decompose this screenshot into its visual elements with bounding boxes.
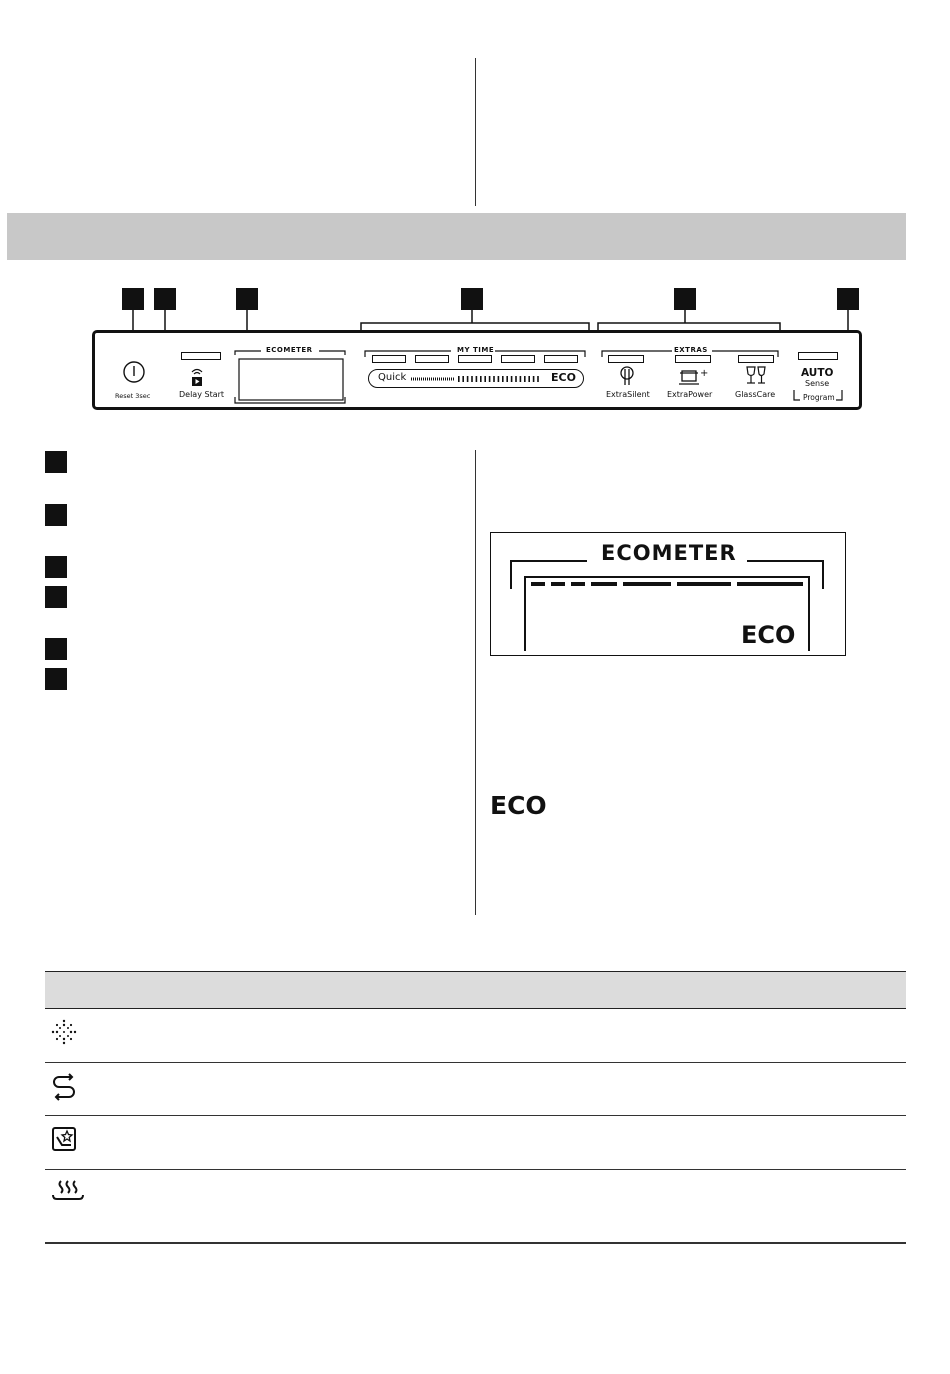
item-square-1 — [45, 451, 67, 473]
ecometer-panel-label: ECOMETER — [266, 346, 313, 354]
item-square-4 — [45, 586, 67, 608]
drying-heat-icon — [50, 1178, 86, 1206]
table-bottom-border — [45, 1242, 906, 1244]
glasscare-label: GlassCare — [735, 390, 776, 399]
extrasilent-label: ExtraSilent — [606, 390, 650, 399]
table-row-divider-2 — [45, 1115, 906, 1116]
extrapower-led — [675, 355, 711, 363]
extrapower-button[interactable] — [679, 366, 707, 386]
power-button[interactable] — [122, 360, 146, 384]
door-open-icon — [50, 1125, 78, 1153]
extrapower-label: ExtraPower — [667, 390, 713, 399]
glasscare-button[interactable] — [745, 366, 767, 386]
auto-sense-led — [798, 352, 838, 360]
cycle-arrows-icon — [50, 1072, 78, 1100]
mytime-slider[interactable] — [368, 369, 584, 388]
mytime-led-2 — [415, 355, 449, 363]
glasscare-led — [738, 355, 774, 363]
item-square-6 — [45, 668, 67, 690]
ecometer-display-title: ECOMETER — [601, 541, 737, 565]
mytime-led-4 — [501, 355, 535, 363]
time-scale-ticks — [411, 375, 541, 383]
ecometer-frame — [233, 345, 351, 407]
mytime-led-1 — [372, 355, 406, 363]
delay-start-button[interactable] — [190, 367, 204, 387]
eco-slider-label: ECO — [551, 371, 576, 384]
mytime-label: MY TIME — [457, 346, 495, 354]
extrasilent-led — [608, 355, 644, 363]
reset-label: Reset 3sec — [115, 392, 151, 400]
delay-start-led — [181, 352, 221, 360]
item-square-5 — [45, 638, 67, 660]
item-square-3 — [45, 556, 67, 578]
item-square-2 — [45, 504, 67, 526]
extrasilent-button[interactable] — [618, 366, 636, 386]
column-divider-bottom — [475, 450, 476, 915]
program-label: Program — [803, 393, 835, 402]
extras-label: EXTRAS — [674, 346, 708, 354]
delay-start-label: Delay Start — [179, 390, 225, 399]
quick-label: Quick — [378, 372, 407, 383]
control-panel — [92, 330, 862, 410]
sense-label: Sense — [805, 379, 830, 388]
table-header — [45, 971, 906, 1009]
table-row-divider-3 — [45, 1169, 906, 1170]
ecometer-display — [490, 532, 846, 656]
eco-symbol: ECO — [490, 791, 547, 820]
mytime-led-3 — [458, 355, 492, 363]
svg-text:+: + — [700, 368, 709, 379]
table-row-divider-1 — [45, 1062, 906, 1063]
ecometer-display-eco: ECO — [741, 621, 796, 649]
mytime-led-5 — [544, 355, 578, 363]
auto-label[interactable]: AUTO — [801, 367, 834, 379]
sparkle-dots-icon — [50, 1018, 78, 1046]
